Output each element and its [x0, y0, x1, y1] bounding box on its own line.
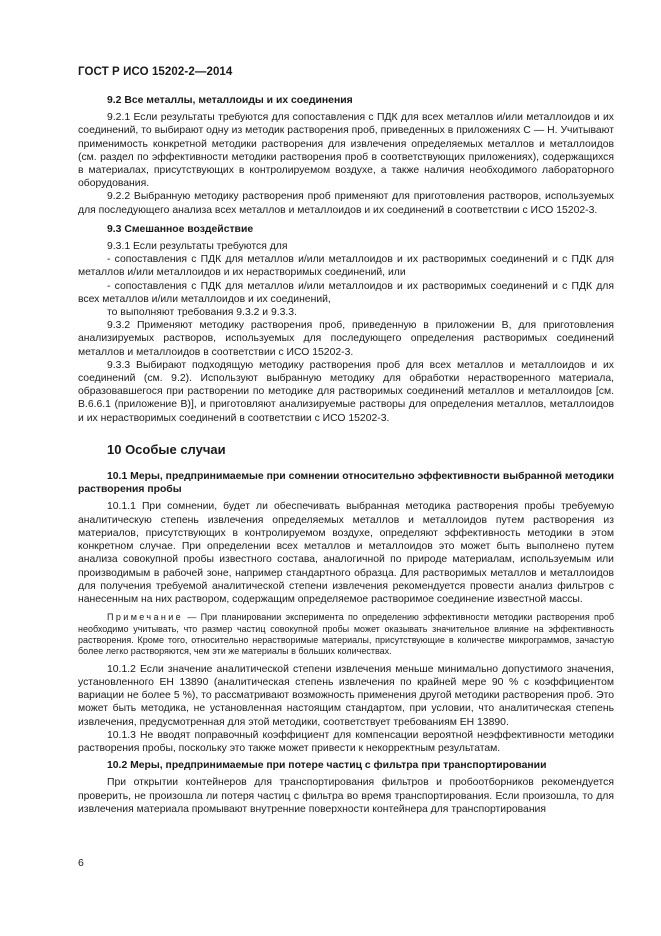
paragraph-9-3-1: 9.3.1 Если результаты требуются для	[107, 241, 288, 253]
paragraph-10-1-1: 10.1.1 При сомнении, будет ли обеспечивать выбранная методика растворения пробы требуемую аналитическую степень извлечения определяемых металлов и металлоидов путем растворения из материалов, присутствующих в контролируемом воздухе, определяют эффективность методики в этом конкретном случае. При определении всех металлов и металлоидов это может быть выполнено путем анализа совокупной пробы известного состава, аналогичной по природе материалам, используемым или производимым в рабочей зоне, например стандартного образца. Для растворимых металлов и металлоидов для получения требуемой аналитической степени извлечения рекомендуется провести анализ фильтров с нанесенным на них раствором, содержащим определяемое растворимое соединение известной массы.	[78, 501, 614, 605]
section-9-2-heading: 9.2 Все металлы, металлоиды и их соединения	[107, 95, 353, 106]
note-text: — При планировании эксперимента по определению эффективности методики растворения проб необходимо учитывать, что размер частиц совокупной пробы может оказывать значительное влияние на эффективность растворения. Кроме того, относительно нерастворимые материалы, присутствующие в количестве микрограммов, зачастую более легко растворяются, чем эти же материалы в больших количествах.	[78, 612, 614, 657]
page-number: 6	[78, 857, 84, 869]
paragraph-10-1-2: 10.1.2 Если значение аналитической степени извлечения меньше минимально допустимого значения, установленного ЕН 13890 (аналитическая степень извлечения по крайней мере 90 % с коэффициентом вариации не более 5 %), то рассматривают возможность применения другой методики растворения проб. Это может быть методика, не установленная настоящим стандартом, при условии, что аналитическая степень извлечения, предусмотренная для этой методики, соответствует требованиям ЕН 13890.	[78, 663, 614, 728]
document-header: ГОСТ Р ИСО 15202-2—2014	[78, 66, 233, 78]
section-9-3-heading: 9.3 Смешанное воздействие	[107, 223, 254, 235]
note	[78, 612, 614, 658]
section-10-2-heading: 10.2 Меры, предпринимаемые при потере частиц с фильтра при транспортировании	[107, 760, 547, 772]
paragraph-9-3-1-c: то выполняют требования 9.3.2 и 9.3.3.	[107, 307, 297, 319]
note-label: Примечание	[107, 612, 184, 623]
paragraph-9-2-1: 9.2.1 Если результаты требуются для сопоставления с ПДК для всех металлов и/или металлоидов и их соединений, то выбирают одну из методик растворения проб, приведенных в приложениях С — Н. Учитывают применимость конкретной методики растворения для извлечения определяемых металлов и металлоидов (см. раздел по эффективности методики растворения проб в соответствующих приложениях), содержащихся в материалах, присутствующих в контролируемом воздухе, а также наличия необходимого лабораторного оборудования.	[78, 112, 614, 190]
section-10-1-heading: 10.1 Меры, предпринимаемые при сомнении относительно эффективности выбранной методики растворения пробы	[78, 471, 614, 496]
list-item-9-3-1-b: - сопоставления с ПДК для металлов и/или металлоидов и их растворимых соединений и с ПДК для всех металлов и/или металлоидов и их соединений,	[78, 280, 614, 305]
list-item-9-3-1-a: - сопоставления с ПДК для металлов и/или металлоидов и их растворимых соединений и с ПДК для металлов и/или металлоидов и их нерастворимых соединений, или	[78, 254, 614, 279]
paragraph-9-2-2: 9.2.2 Выбранную методику растворения проб применяют для приготовления растворов, используемых для последующего анализа всех металлов и металлоидов и их соединений в соответствии с ИСО 15202-3.	[78, 191, 614, 216]
paragraph-9-3-2: 9.3.2 Применяют методику растворения проб, приведенную в приложении В, для приготовления анализируемых растворов, используемых для последующего определения растворимых соединений металлов и металлоидов в соответствии с ИСО 15202-3.	[78, 320, 614, 358]
chapter-10-heading: 10 Особые случаи	[107, 441, 226, 457]
document-body	[78, 94, 614, 816]
paragraph-9-3-3: 9.3.3 Выбирают подходящую методику растворения проб для всех металлов и металлоидов и их соединений (см. 9.2). Используют выбранную методику для обработки нерастворенного материала, образовавшегося при растворении по методике для растворимых соединений металлов и металлоидов [см. В.6.6.1 (приложение В)], и приготовляют анализируемые растворы для определения металлов, металлоидов и их нерастворимых соединений в соответствии с ИСО 15202-3.	[78, 359, 614, 424]
paragraph-10-1-3: 10.1.3 Не вводят поправочный коэффициент для компенсации вероятной неэффективности методики растворения пробы, поскольку это также может привести к некорректным результатам.	[78, 729, 614, 754]
paragraph-10-2: При открытии контейнеров для транспортирования фильтров и пробоотборников рекомендуется проверить, не произошла ли потеря частиц с фильтра во время транспортирования. Если произошла, то для извлечения материала промывают внутренние поверхности контейнера для транспортирования	[78, 777, 614, 815]
